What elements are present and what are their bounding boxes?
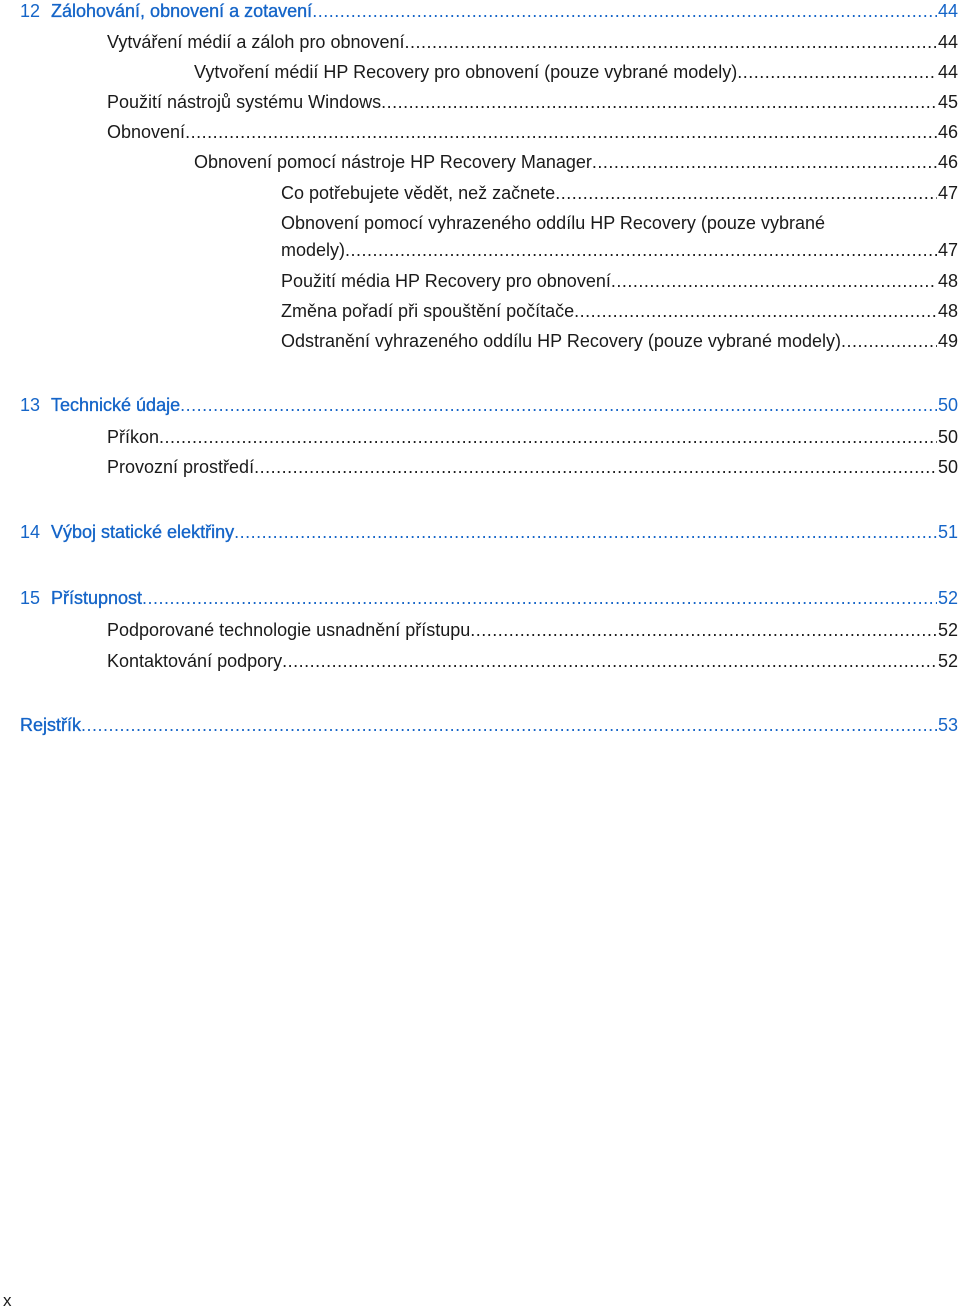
toc-entry[interactable]	[0, 31, 960, 59]
dot-leader	[180, 394, 937, 416]
page-number: 49	[937, 331, 958, 351]
entry-title-line-1: Obnovení pomocí vyhrazeného oddílu HP Recovery (pouze vybrané	[281, 213, 825, 233]
page-number: 52	[937, 620, 958, 640]
chapter-title[interactable]: Technické údaje	[51, 395, 181, 415]
page-number[interactable]: 53	[937, 715, 958, 735]
page-number: 50	[937, 427, 958, 447]
entry-title: Kontaktování podpory	[107, 651, 283, 671]
page-number[interactable]: 44	[937, 1, 958, 21]
chapter-number: 12	[20, 1, 41, 21]
dot-leader	[81, 714, 937, 736]
page-number: 45	[937, 92, 958, 112]
toc-chapter-13[interactable]	[0, 394, 960, 422]
dot-leader	[611, 270, 937, 292]
page-number[interactable]: 50	[937, 395, 958, 415]
chapter-title[interactable]: Zálohování, obnovení a zotavení	[51, 1, 313, 21]
dot-leader	[345, 239, 937, 261]
toc-entry[interactable]	[0, 619, 960, 647]
toc-chapter-12[interactable]	[0, 0, 960, 28]
page-footer-number: x	[3, 1291, 12, 1310]
dot-leader	[381, 91, 937, 113]
entry-title: Příkon	[107, 427, 160, 447]
toc-entry[interactable]	[0, 182, 960, 210]
page-number: 44	[937, 32, 958, 52]
entry-title-line-2: modely)	[281, 240, 346, 260]
page-number: 46	[937, 122, 958, 142]
entry-title: Vytvoření médií HP Recovery pro obnovení (pouze vybrané modely)	[194, 62, 738, 82]
entry-title: Obnovení pomocí nástroje HP Recovery Manager	[194, 152, 592, 172]
entry-title: Změna pořadí při spouštění počítače	[281, 301, 575, 321]
entry-title: Podporované technologie usnadnění přístupu	[107, 620, 471, 640]
dot-leader	[185, 121, 937, 143]
page-number: 47	[937, 240, 958, 260]
dot-leader	[142, 587, 937, 609]
page-number: 50	[937, 457, 958, 477]
toc-index[interactable]	[0, 714, 960, 742]
dot-leader	[312, 0, 937, 22]
dot-leader	[737, 61, 937, 83]
toc-entry[interactable]	[0, 330, 960, 358]
chapter-number: 14	[20, 522, 41, 542]
dot-leader	[405, 31, 937, 53]
toc-entry[interactable]	[0, 456, 960, 484]
page-number: 52	[937, 651, 958, 671]
index-title[interactable]: Rejstřík	[20, 715, 82, 735]
chapter-number: 13	[20, 395, 41, 415]
dot-leader	[574, 300, 937, 322]
dot-leader	[592, 151, 937, 173]
entry-title: Co potřebujete vědět, než začnete	[281, 183, 556, 203]
toc-entry[interactable]	[0, 61, 960, 89]
entry-title: Vytváření médií a záloh pro obnovení	[107, 32, 405, 52]
entry-title: Použití nástrojů systému Windows	[107, 92, 382, 112]
page-number: 47	[937, 183, 958, 203]
toc-entry[interactable]	[0, 91, 960, 119]
toc-entry[interactable]	[0, 270, 960, 298]
page-number: 48	[937, 271, 958, 291]
page-number: 44	[937, 62, 958, 82]
entry-title: Použití média HP Recovery pro obnovení	[281, 271, 611, 291]
entry-title: Provozní prostředí	[107, 457, 255, 477]
toc-entry[interactable]	[0, 151, 960, 179]
page-number: 46	[937, 152, 958, 172]
dot-leader	[555, 182, 937, 204]
entry-title: Obnovení	[107, 122, 186, 142]
chapter-title[interactable]: Přístupnost	[51, 588, 143, 608]
dot-leader	[841, 330, 937, 352]
dot-leader	[159, 426, 937, 448]
toc-entry[interactable]	[0, 121, 960, 149]
page-number: 48	[937, 301, 958, 321]
dot-leader	[282, 650, 937, 672]
entry-title: Odstranění vyhrazeného oddílu HP Recovery (pouze vybrané modely)	[281, 331, 841, 351]
dot-leader	[234, 521, 937, 543]
page-number[interactable]: 51	[937, 522, 958, 542]
toc-entry[interactable]	[0, 426, 960, 454]
toc-chapter-14[interactable]	[0, 521, 960, 549]
toc-entry[interactable]	[0, 650, 960, 678]
dot-leader	[254, 456, 937, 478]
chapter-number: 15	[20, 588, 41, 608]
dot-leader	[470, 619, 937, 641]
toc-chapter-15[interactable]	[0, 587, 960, 615]
chapter-title[interactable]: Výboj statické elektřiny	[51, 522, 235, 542]
toc-entry[interactable]	[0, 300, 960, 328]
toc-entry-wrapped[interactable]	[0, 212, 960, 268]
page-number[interactable]: 52	[937, 588, 958, 608]
